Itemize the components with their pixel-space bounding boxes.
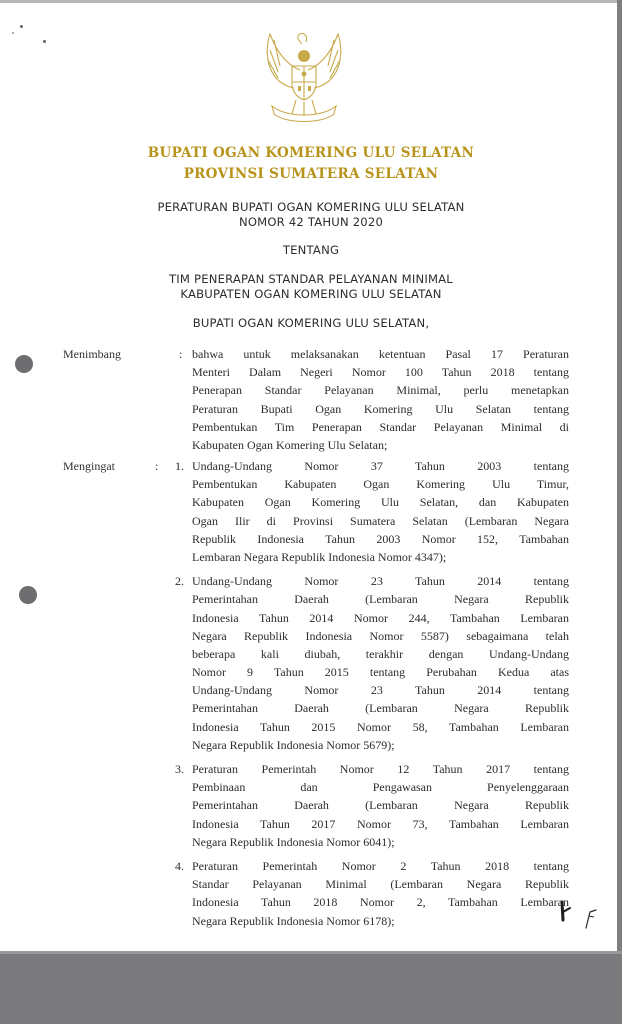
scan-top-edge bbox=[0, 0, 622, 3]
scan-bottom-band bbox=[0, 951, 622, 1024]
item-line: Negara Republik Indonesia Nomor 5679); bbox=[192, 737, 395, 752]
mengingat-label: Mengingat bbox=[63, 459, 115, 473]
item-number: 2. bbox=[175, 574, 184, 589]
item-number: 4. bbox=[175, 858, 184, 873]
item-line: Peraturan Pemerintah Nomor 2 Tahun 2018 tentang bbox=[192, 858, 569, 873]
item-line: Pemerintahan Daerah (Lembaran Negara Republik bbox=[192, 592, 569, 607]
menimbang-line: Pembentukan Tim Penerapan Standar Pelayanan Minimal di bbox=[192, 419, 569, 434]
menimbang-line: Peraturan Bupati Ogan Komering Ulu Selatan tentang bbox=[192, 401, 569, 416]
item-line: Indonesia Tahun 2017 Nomor 73, Tambahan Lembaran bbox=[192, 816, 569, 831]
item-line: Undang-Undang Nomor 37 Tahun 2003 tentang bbox=[192, 459, 569, 473]
item-line: Negara Republik Indonesia Nomor 6041); bbox=[192, 834, 395, 849]
regulation-number: NOMOR 42 TAHUN 2020 bbox=[238, 215, 384, 229]
item-line: Pemerintahan Daerah (Lembaran Negara Republik bbox=[192, 798, 569, 813]
menimbang-line: Kabupaten Ogan Komering Ulu Selatan; bbox=[192, 437, 388, 452]
item-line: Standar Pelayanan Minimal (Lembaran Negara Republik bbox=[192, 877, 569, 892]
item-line: beberapa kali diubah, terakhir dengan Undang-Undang bbox=[192, 646, 569, 661]
mengingat-item-3 bbox=[175, 760, 569, 851]
enacting-authority: BUPATI OGAN KOMERING ULU SELATAN, bbox=[192, 316, 430, 330]
subject-line-2: KABUPATEN OGAN KOMERING ULU SELATAN bbox=[180, 287, 442, 301]
about-label: TENTANG bbox=[282, 243, 340, 257]
mengingat-list bbox=[175, 457, 569, 936]
menimbang-text bbox=[192, 345, 569, 454]
province-heading: PROVINSI SUMATERA SELATAN bbox=[183, 166, 439, 182]
item-line: Pemerintahan Daerah (Lembaran Negara Republik bbox=[192, 701, 569, 716]
item-line: Ogan Ilir di Provinsi Sumatera Selatan (Lembaran Negara bbox=[192, 513, 569, 528]
item-line: Indonesia Tahun 2015 Nomor 58, Tambahan Lembaran bbox=[192, 719, 569, 734]
mengingat-item-4 bbox=[175, 857, 569, 930]
menimbang-line: Menteri Dalam Negeri Nomor 100 Tahun 2018 tentang bbox=[192, 365, 569, 380]
item-line: Republik Indonesia Tahun 2003 Nomor 152, Tambahan bbox=[192, 531, 569, 546]
garuda-emblem-icon bbox=[252, 26, 356, 126]
item-line: Indonesia Tahun 2014 Nomor 244, Tambahan Lembaran bbox=[192, 610, 569, 625]
regulation-title: PERATURAN BUPATI OGAN KOMERING ULU SELATAN bbox=[157, 200, 465, 214]
item-line: Pembentukan Kabupaten Ogan Komering Ulu Timur, bbox=[192, 477, 569, 492]
item-line: Kabupaten Ogan Komering Ulu Selatan, dan Kabupaten bbox=[192, 495, 569, 510]
hole-punch-bottom bbox=[19, 586, 37, 604]
scan-right-edge bbox=[617, 0, 622, 951]
mengingat-item-1 bbox=[175, 457, 569, 566]
handwritten-initials-icon bbox=[560, 898, 600, 932]
item-line: Indonesia Tahun 2018 Nomor 2, Tambahan Lembaran bbox=[192, 895, 569, 910]
item-line: Peraturan Pemerintah Nomor 12 Tahun 2017 tentang bbox=[192, 762, 569, 776]
mengingat-item-2 bbox=[175, 572, 569, 754]
mengingat-colon: : bbox=[155, 459, 159, 473]
item-number: 3. bbox=[175, 762, 184, 776]
menimbang-colon: : bbox=[179, 347, 183, 361]
hole-punch-top bbox=[15, 355, 33, 373]
menimbang-line: bahwa untuk melaksanakan ketentuan Pasal 17 Peraturan bbox=[192, 347, 569, 361]
menimbang-label: Menimbang bbox=[63, 347, 121, 361]
item-number: 1. bbox=[175, 459, 184, 473]
item-line: Undang-Undang Nomor 23 Tahun 2014 tentang bbox=[192, 683, 569, 698]
scan-speck bbox=[20, 25, 23, 28]
menimbang-line: Penerapan Standar Pelayanan Minimal, perlu menetapkan bbox=[192, 383, 569, 398]
scan-speck bbox=[43, 40, 46, 43]
subject-line-1: TIM PENERAPAN STANDAR PELAYANAN MINIMAL bbox=[169, 272, 453, 286]
item-line: Pembinaan dan Pengawasan Penyelenggaraan bbox=[192, 780, 569, 795]
item-line: Nomor 9 Tahun 2015 tentang Perubahan Kedua atas bbox=[192, 665, 569, 680]
item-line: Negara Republik Indonesia Nomor 6178); bbox=[192, 913, 395, 928]
item-line: Undang-Undang Nomor 23 Tahun 2014 tentang bbox=[192, 574, 569, 589]
scan-speck bbox=[12, 32, 14, 34]
item-line: Negara Republik Indonesia Nomor 5587) sebagaimana telah bbox=[192, 628, 569, 643]
issuer-heading: BUPATI OGAN KOMERING ULU SELATAN bbox=[147, 145, 475, 161]
item-line: Lembaran Negara Republik Indonesia Nomor 4347); bbox=[192, 549, 447, 564]
